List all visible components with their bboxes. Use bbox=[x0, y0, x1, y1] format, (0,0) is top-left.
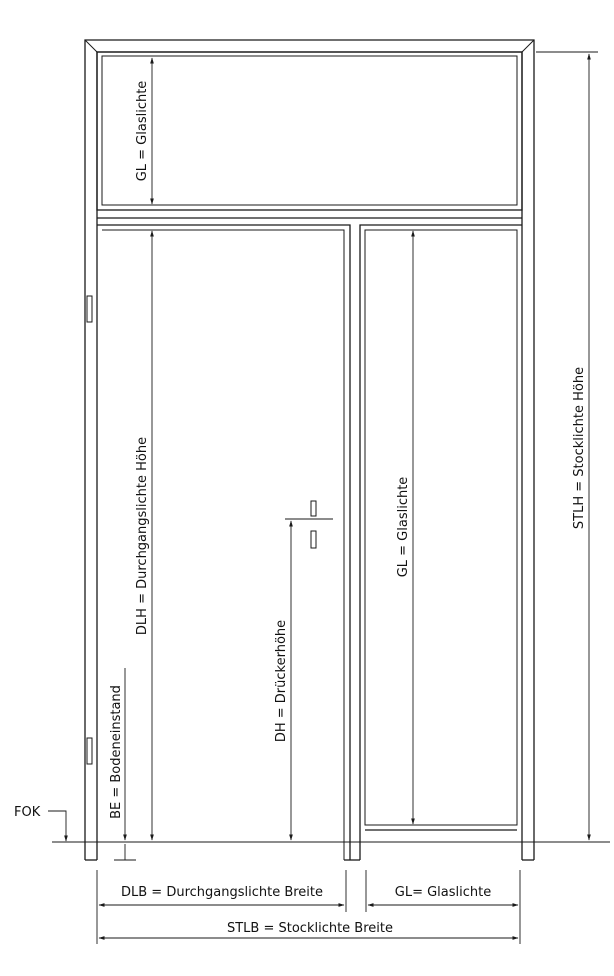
label-stlb: STLB = Stocklichte Breite bbox=[226, 921, 394, 936]
label-stlh: STLH = Stocklichte Höhe bbox=[572, 366, 587, 530]
label-fok: FOK bbox=[14, 805, 41, 820]
floor-line bbox=[48, 811, 610, 842]
label-be: BE = Bodeneinstand bbox=[109, 685, 124, 819]
label-dh: DH = Drückerhöhe bbox=[274, 619, 289, 743]
label-gl-bottom: GL= Glaslichte bbox=[394, 885, 492, 900]
label-dlb: DLB = Durchgangslichte Breite bbox=[120, 885, 324, 900]
label-side-glass: GL = Glaslichte bbox=[396, 476, 411, 578]
label-dlh: DLH = Durchgangslichte Höhe bbox=[135, 436, 150, 636]
side-glass-panel bbox=[360, 225, 522, 860]
stlh-dimension bbox=[536, 52, 598, 840]
hinge-lower bbox=[87, 738, 92, 764]
transom-panel bbox=[97, 52, 522, 218]
hinge-upper bbox=[87, 296, 92, 322]
door-handle bbox=[285, 501, 333, 548]
label-top-glass: GL = Glaslichte bbox=[135, 80, 150, 182]
